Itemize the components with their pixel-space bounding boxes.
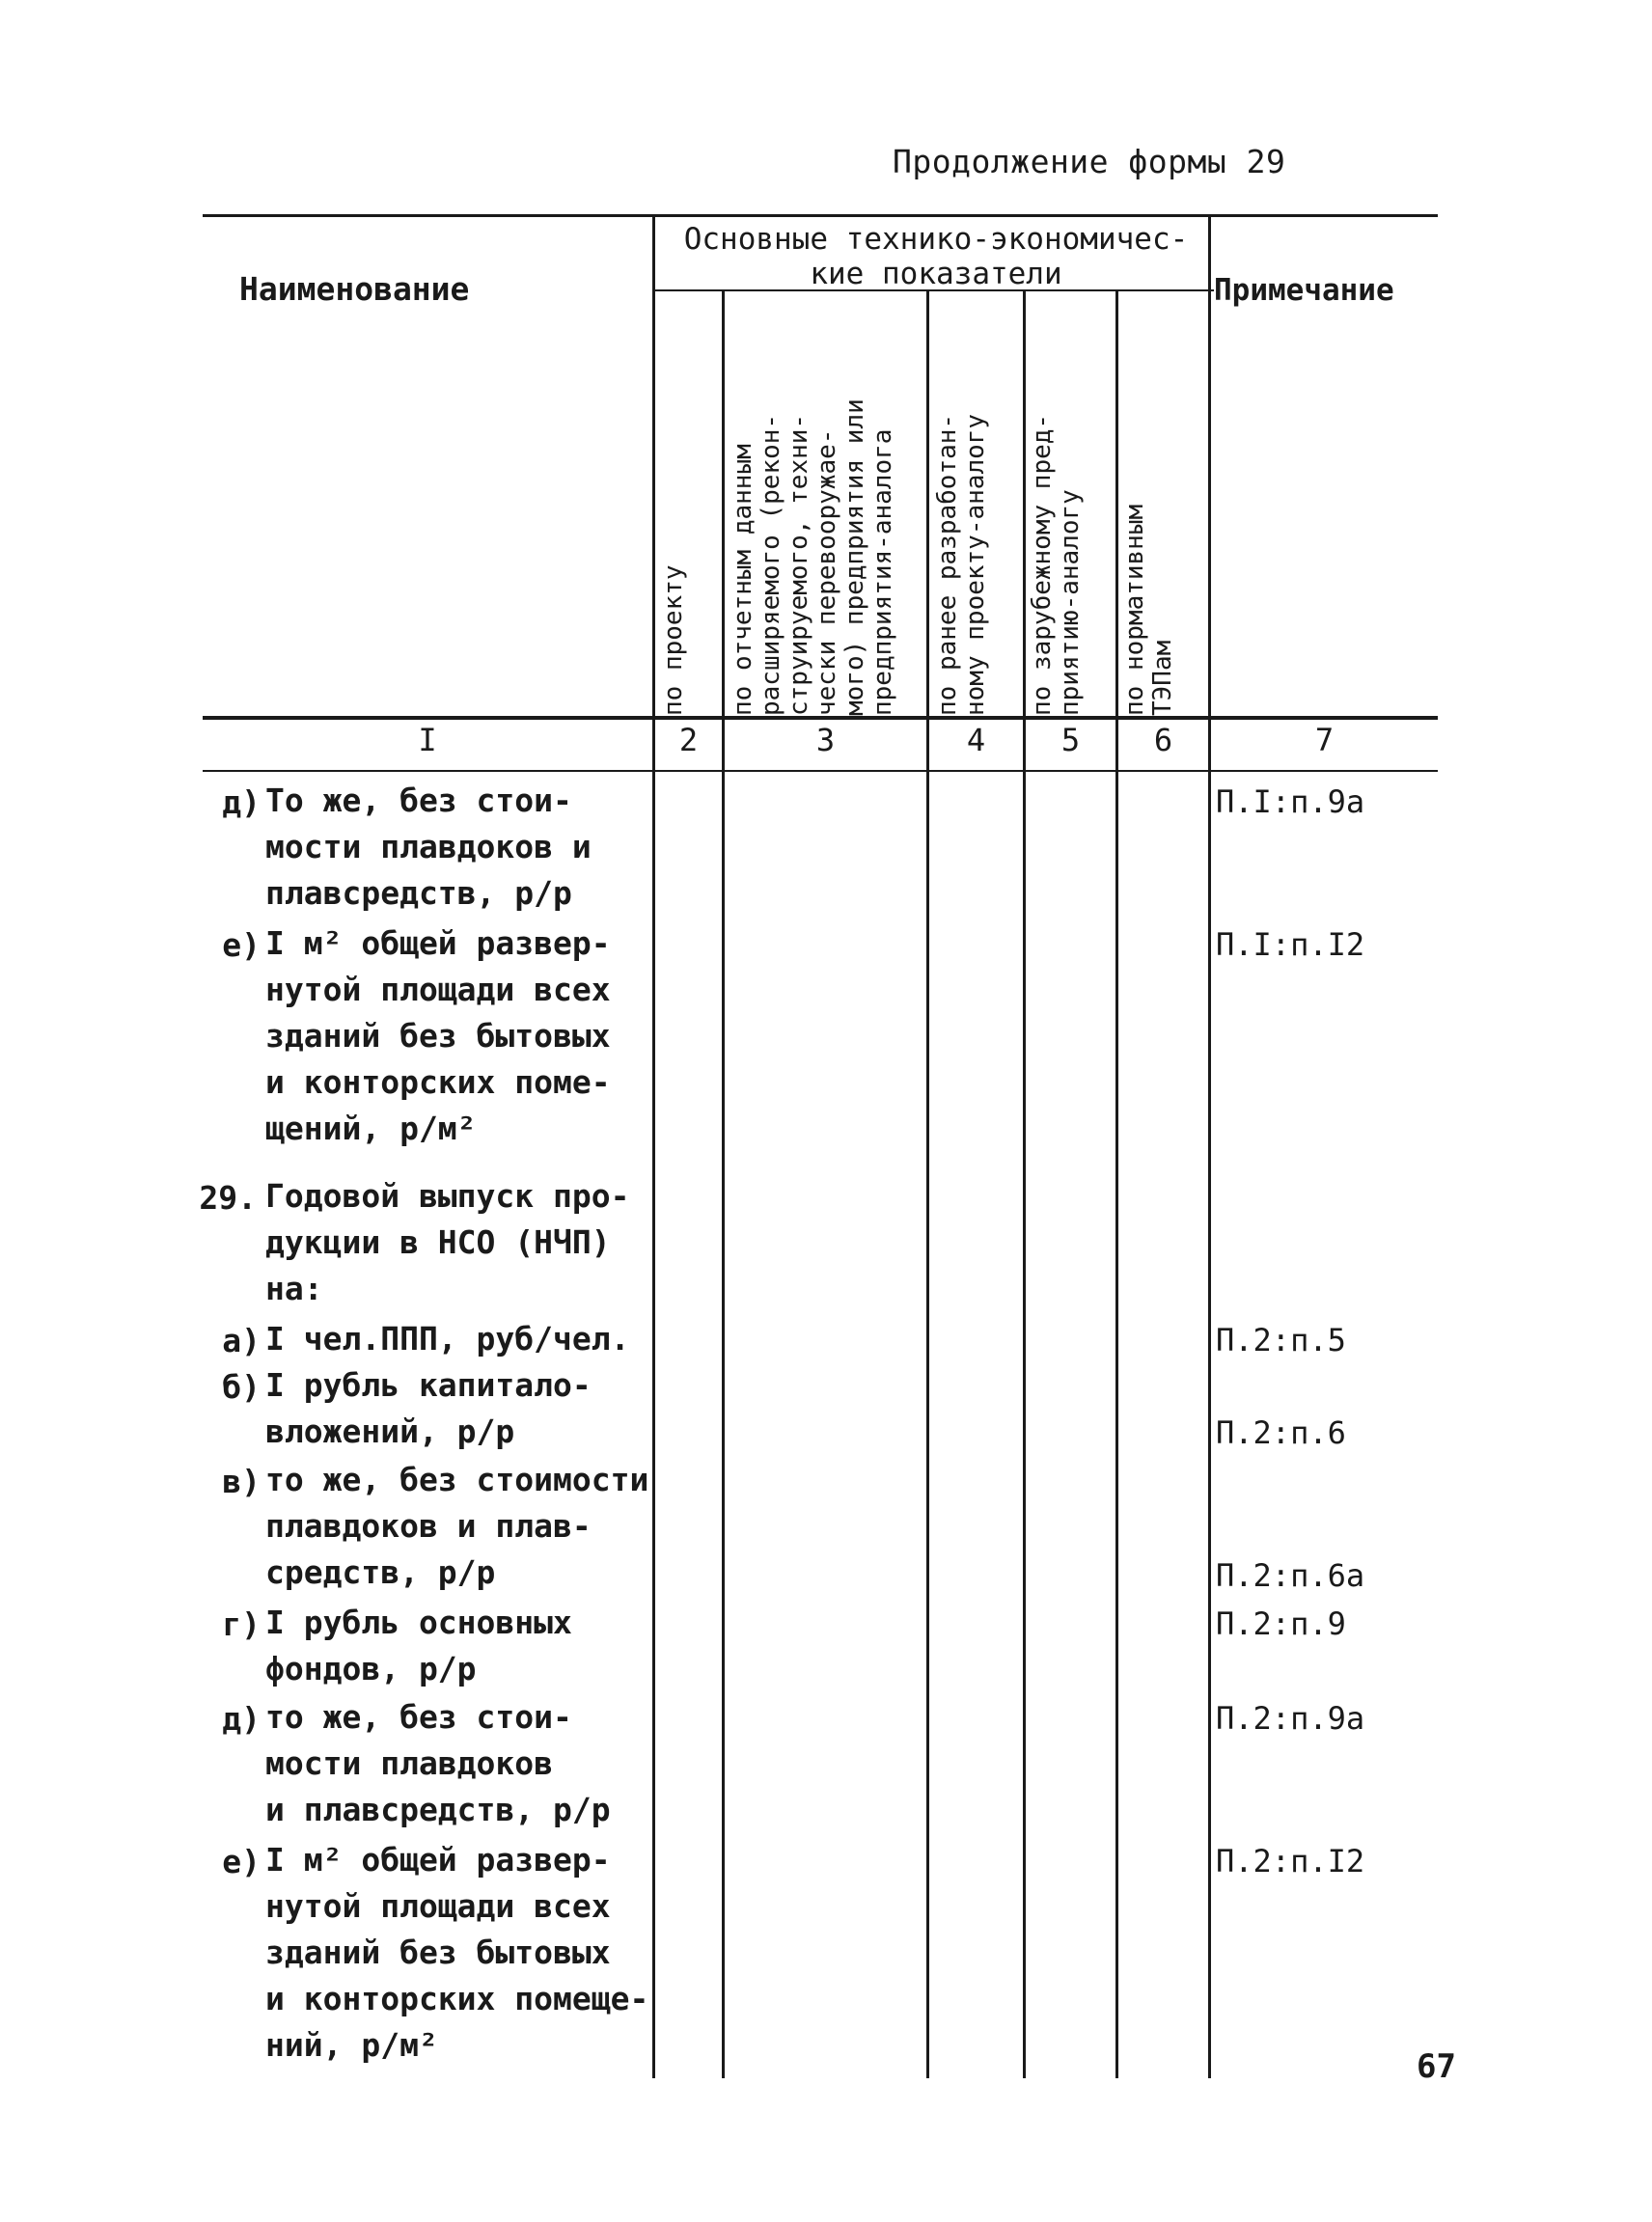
row-label: д) [222,1700,261,1738]
column-rule-3 [926,289,929,2078]
row-text: I м² общей развер- нутой площади всех зданий без бытовых и конторских помеще- ний, р/м² [265,1841,649,2064]
header-bottom-rule [203,716,1438,720]
row-label: 29. [199,1179,257,1217]
row-text: I м² общей развер- нутой площади всех зданий без бытовых и конторских поме- щений, р/м² [265,924,611,1147]
row-label: е) [222,926,261,964]
column-rule-5 [1115,289,1118,2078]
column-rule-4 [1023,289,1026,2078]
row-label: г) [222,1605,261,1643]
column-number-rule [203,770,1438,772]
column-group-header: Основные технико-экономичес- кие показатели [683,222,1189,291]
column-number-4: 4 [966,722,986,758]
row-note: П.2:п.9а [1216,1700,1365,1737]
column-number-7: 7 [1314,722,1335,758]
row-text: Годовой выпуск про- дукции в НСО (НЧП) на: [265,1177,630,1307]
column-number-2: 2 [678,722,699,758]
row-label: а) [222,1322,261,1359]
row-label: е) [222,1843,261,1880]
row-text: то же, без стои- мости плавдоков и плавсредств, р/р [265,1698,611,1828]
row-text: I рубль основных фондов, р/р [265,1604,572,1687]
row-note: П.2:п.5 [1216,1322,1346,1358]
row-note: П.2:п.9 [1216,1605,1346,1642]
column-number-6: 6 [1153,722,1173,758]
row-note: П.2:п.I2 [1216,1843,1365,1879]
subcolumn-header-2: по отчетным данным расширяемого (рекон- струируемого, техни- чески перевооружае- мого) предприятия или предприятия-аналога [729,398,897,716]
table-top-rule [203,214,1438,217]
page-header: Продолжение формы 29 [893,143,1286,180]
row-label: б) [222,1368,261,1406]
column-rule-6 [1208,214,1211,2078]
column-number-1: I [418,722,437,758]
row-note: П.2:п.6а [1216,1557,1365,1594]
column-number-3: 3 [815,722,836,758]
row-text: То же, без стои- мости плавдоков и плавсредств, р/р [265,782,592,912]
column-rule-2 [722,289,725,2078]
column-header-name: Наименование [239,270,470,308]
page-number: 67 [1417,2047,1456,2086]
subcolumn-header-5: по нормативным ТЭПам [1120,504,1177,716]
column-header-note: Примечание [1214,273,1394,308]
row-note: П.I:п.9а [1216,783,1365,820]
row-label: д) [222,783,261,821]
row-note: П.2:п.6 [1216,1414,1346,1451]
row-text: I рубль капитало- вложений, р/р [265,1366,592,1450]
subcolumn-header-3: по ранее разработан- ному проекту-аналогу [933,413,990,716]
row-text: I чел.ППП, руб/чел. [265,1320,630,1358]
row-note: П.I:п.I2 [1216,926,1365,963]
subcolumn-header-4: по зарубежному пред- приятию-аналогу [1028,413,1085,716]
subcolumn-header-1: по проекту [659,564,688,716]
row-label: в) [222,1463,261,1500]
row-text: то же, без стоимости плавдоков и плав- средств, р/р [265,1461,649,1591]
column-rule-1 [652,214,655,2078]
column-number-5: 5 [1060,722,1081,758]
